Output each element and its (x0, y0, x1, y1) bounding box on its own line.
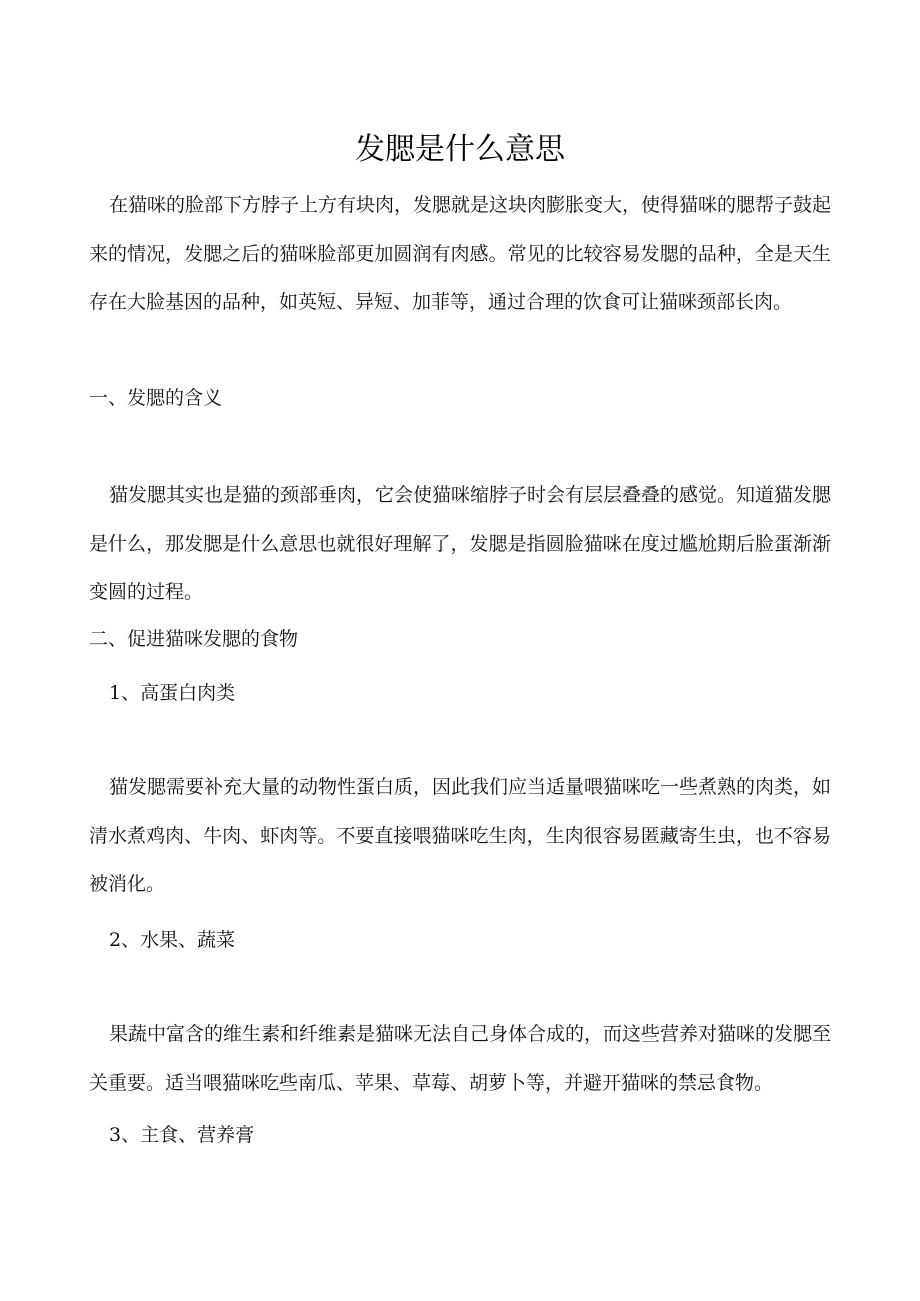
section-1-heading: 一、发腮的含义 (89, 387, 223, 409)
item-1-paragraph: 猫发腮需要补充大量的动物性蛋白质，因此我们应当适量喂猫咪吃一些煮熟的肉类，如清水煮鸡肉、牛肉、虾肉等。不要直接喂猫咪吃生肉，生肉很容易匿藏寄生虫，也不容易被消化。 (89, 776, 832, 895)
item-3-heading: 3、主食、营养膏 (109, 1124, 255, 1146)
document-title: 发腮是什么意思 (355, 132, 565, 167)
item-1-heading: 1、高蛋白肉类 (109, 682, 236, 704)
intro-paragraph: 在猫咪的脸部下方脖子上方有块肉，发腮就是这块肉膨胀变大，使得猫咪的腮帮子鼓起来的情况，发腮之后的猫咪脸部更加圆润有肉感。常见的比较容易发腮的品种，全是天生存在大脸基因的品种，如英短、异短、加菲等，通过合理的饮食可让猫咪颈部长肉。 (89, 194, 832, 313)
item-2-heading: 2、水果、蔬菜 (109, 929, 236, 951)
item-2-paragraph: 果蔬中富含的维生素和纤维素是猫咪无法自己身体合成的，而这些营养对猫咪的发腮至关重要。适当喂猫咪吃些南瓜、苹果、草莓、胡萝卜等，并避开猫咪的禁忌食物。 (89, 1023, 832, 1094)
section-2-heading: 二、促进猫咪发腮的食物 (89, 628, 299, 650)
section-1-paragraph: 猫发腮其实也是猫的颈部垂肉，它会使猫咪缩脖子时会有层层叠叠的感觉。知道猫发腮是什么，那发腮是什么意思也就很好理解了，发腮是指圆脸猫咪在度过尴尬期后脸蛋渐渐变圆的过程。 (89, 484, 832, 603)
